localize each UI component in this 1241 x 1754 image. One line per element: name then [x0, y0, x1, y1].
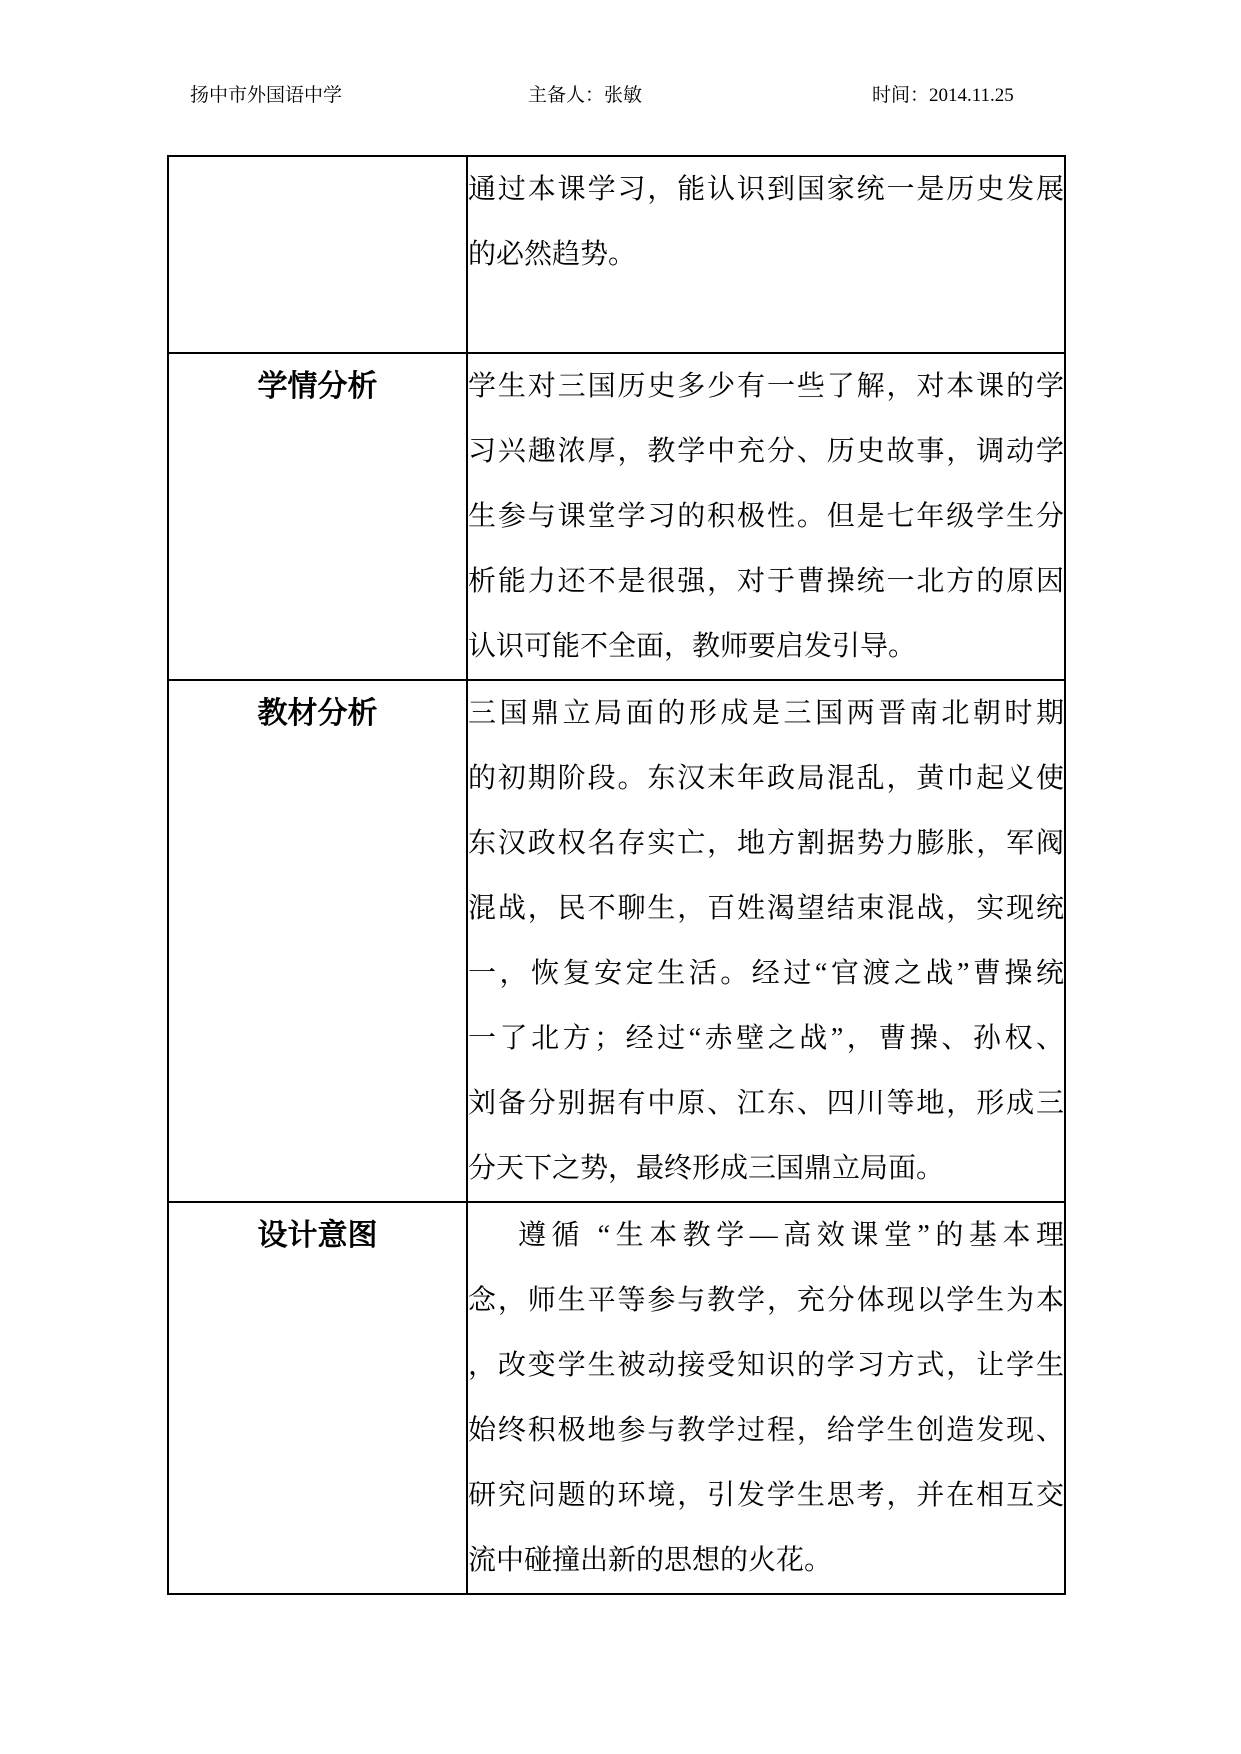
text-line: 的必然趋势。 [468, 239, 637, 270]
row-label-xueqing-fenxi: 学情分析 [168, 353, 467, 680]
text-line: 一，恢复安定生活。经过“官渡之战”曹操统 [468, 958, 1064, 989]
text-line: 一了北方；经过“赤壁之战”，曹操、孙权、 [468, 1023, 1064, 1054]
header-author: 主备人：张敏 [528, 85, 643, 106]
row-content-sheji-yitu [467, 1202, 1065, 1594]
table-row-sheji-yitu [168, 1202, 1065, 1594]
row-content-objectives [467, 156, 1065, 353]
text-line: 研究问题的环境，引发学生思考，并在相互交 [468, 1480, 1064, 1511]
text-line: 认识可能不全面，教师要启发引导。 [468, 631, 917, 662]
text-line: 念，师生平等参与教学，充分体现以学生为本 [468, 1285, 1064, 1316]
header-date: 时间：2014.11.25 [872, 85, 1014, 106]
text-line: 通过本课学习，能认识到国家统一是历史发展 [468, 174, 1064, 205]
text-line: 东汉政权名存实亡，地方割据势力膨胀，军阀 [468, 828, 1064, 859]
header-school: 扬中市外国语中学 [190, 85, 343, 106]
text-line: 始终积极地参与教学过程，给学生创造发现、 [468, 1415, 1064, 1446]
text-line: 混战，民不聊生，百姓渴望结束混战，实现统 [468, 893, 1064, 924]
row-content-xueqing-fenxi [467, 353, 1065, 680]
table-row-jiaocai-fenxi [168, 680, 1065, 1202]
text-line: ，改变学生被动接受知识的学习方式，让学生 [468, 1350, 1064, 1381]
row-content-jiaocai-fenxi [467, 680, 1065, 1202]
text-line: 习兴趣浓厚，教学中充分、历史故事，调动学 [468, 436, 1064, 467]
table-row-xueqing-fenxi [168, 353, 1065, 680]
lesson-plan-table [167, 155, 1066, 1595]
text-line: 析能力还不是很强，对于曹操统一北方的原因 [468, 566, 1064, 597]
row-label-sheji-yitu: 设计意图 [168, 1202, 467, 1594]
row-label-jiaocai-fenxi: 教材分析 [168, 680, 467, 1202]
text-line: 流中碰撞出新的思想的火花。 [468, 1545, 833, 1576]
text-line: 分天下之势，最终形成三国鼎立局面。 [468, 1153, 945, 1184]
row-label-empty [168, 156, 467, 353]
text-line: 三国鼎立局面的形成是三国两晋南北朝时期 [468, 698, 1064, 729]
table-row-objectives [168, 156, 1065, 353]
text-line: 遵循 “生本教学—高效课堂”的基本理 [518, 1220, 1064, 1251]
text-line: 的初期阶段。东汉末年政局混乱，黄巾起义使 [468, 763, 1064, 794]
text-line: 学生对三国历史多少有一些了解，对本课的学 [468, 371, 1064, 402]
text-line: 刘备分别据有中原、江东、四川等地，形成三 [468, 1088, 1064, 1119]
text-line: 生参与课堂学习的积极性。但是七年级学生分 [468, 501, 1064, 532]
